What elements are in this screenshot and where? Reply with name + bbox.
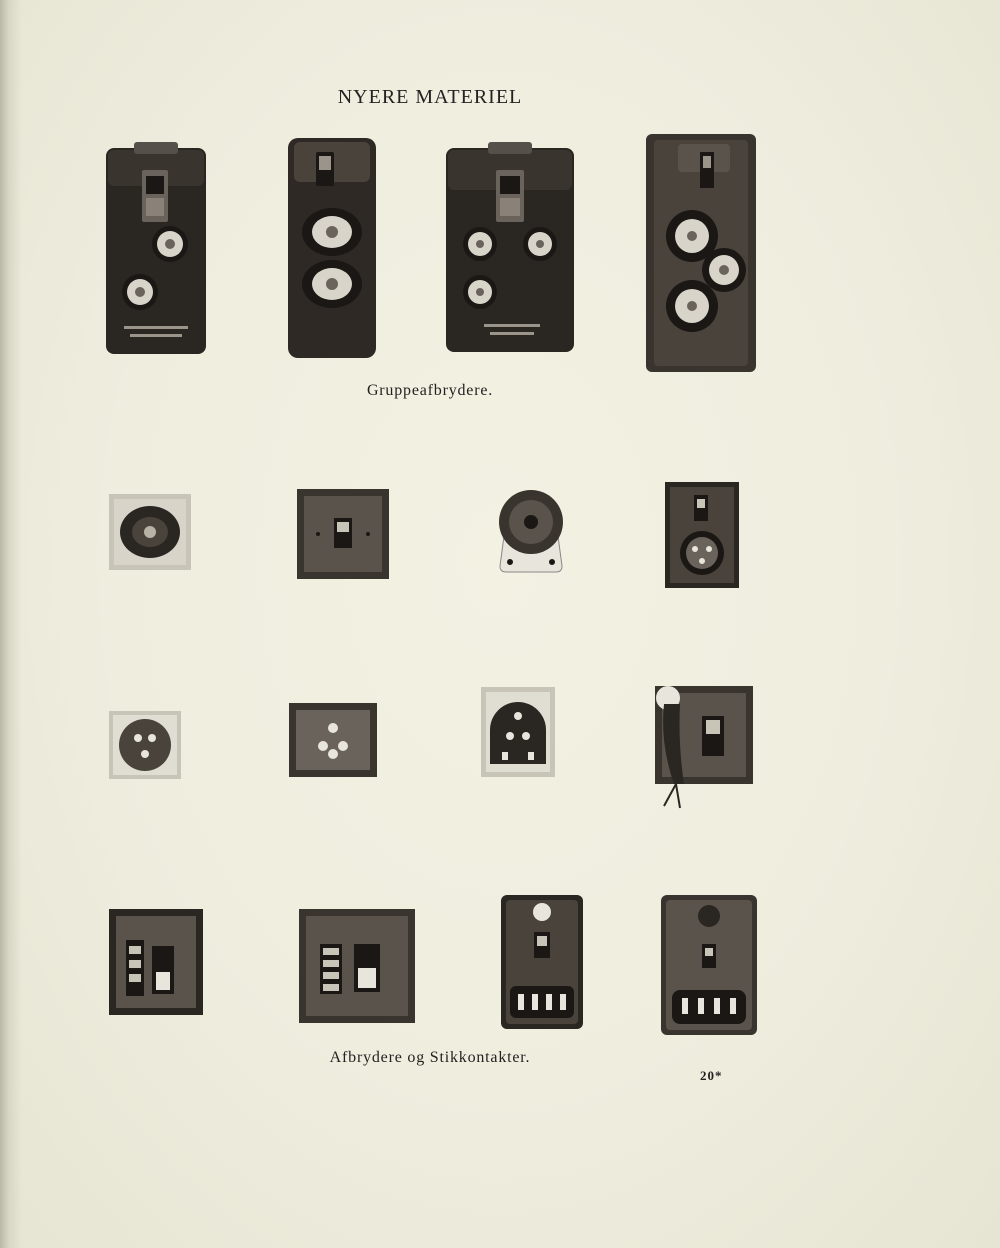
switch-socket-strip-1 — [500, 894, 584, 1030]
toggle-switch-square — [296, 488, 390, 580]
group-switch-2 — [286, 134, 378, 360]
socket-three-pin-square — [288, 702, 378, 778]
caption-group-switches: Gruppeafbrydere. — [366, 382, 494, 399]
double-switch-square — [108, 908, 204, 1016]
group-switch-4 — [644, 130, 758, 374]
page-title: NYERE MATERIEL — [337, 86, 523, 108]
page-number: 20* — [700, 1068, 723, 1083]
switch-with-plug — [654, 684, 754, 810]
rotary-switch-square — [108, 493, 192, 571]
multi-switch-square — [298, 908, 416, 1024]
socket-round-square — [108, 710, 182, 780]
book-spine-shadow — [0, 0, 22, 1248]
group-switch-3 — [444, 140, 576, 354]
caption-switches-sockets: Afbrydere og Stikkontakter. — [329, 1049, 531, 1066]
switch-socket-strip-2 — [660, 894, 758, 1036]
socket-porcelain-base — [480, 686, 556, 778]
rotary-switch-porcelain — [494, 486, 568, 574]
group-switch-1 — [104, 140, 208, 356]
switch-socket-combo — [664, 481, 740, 589]
